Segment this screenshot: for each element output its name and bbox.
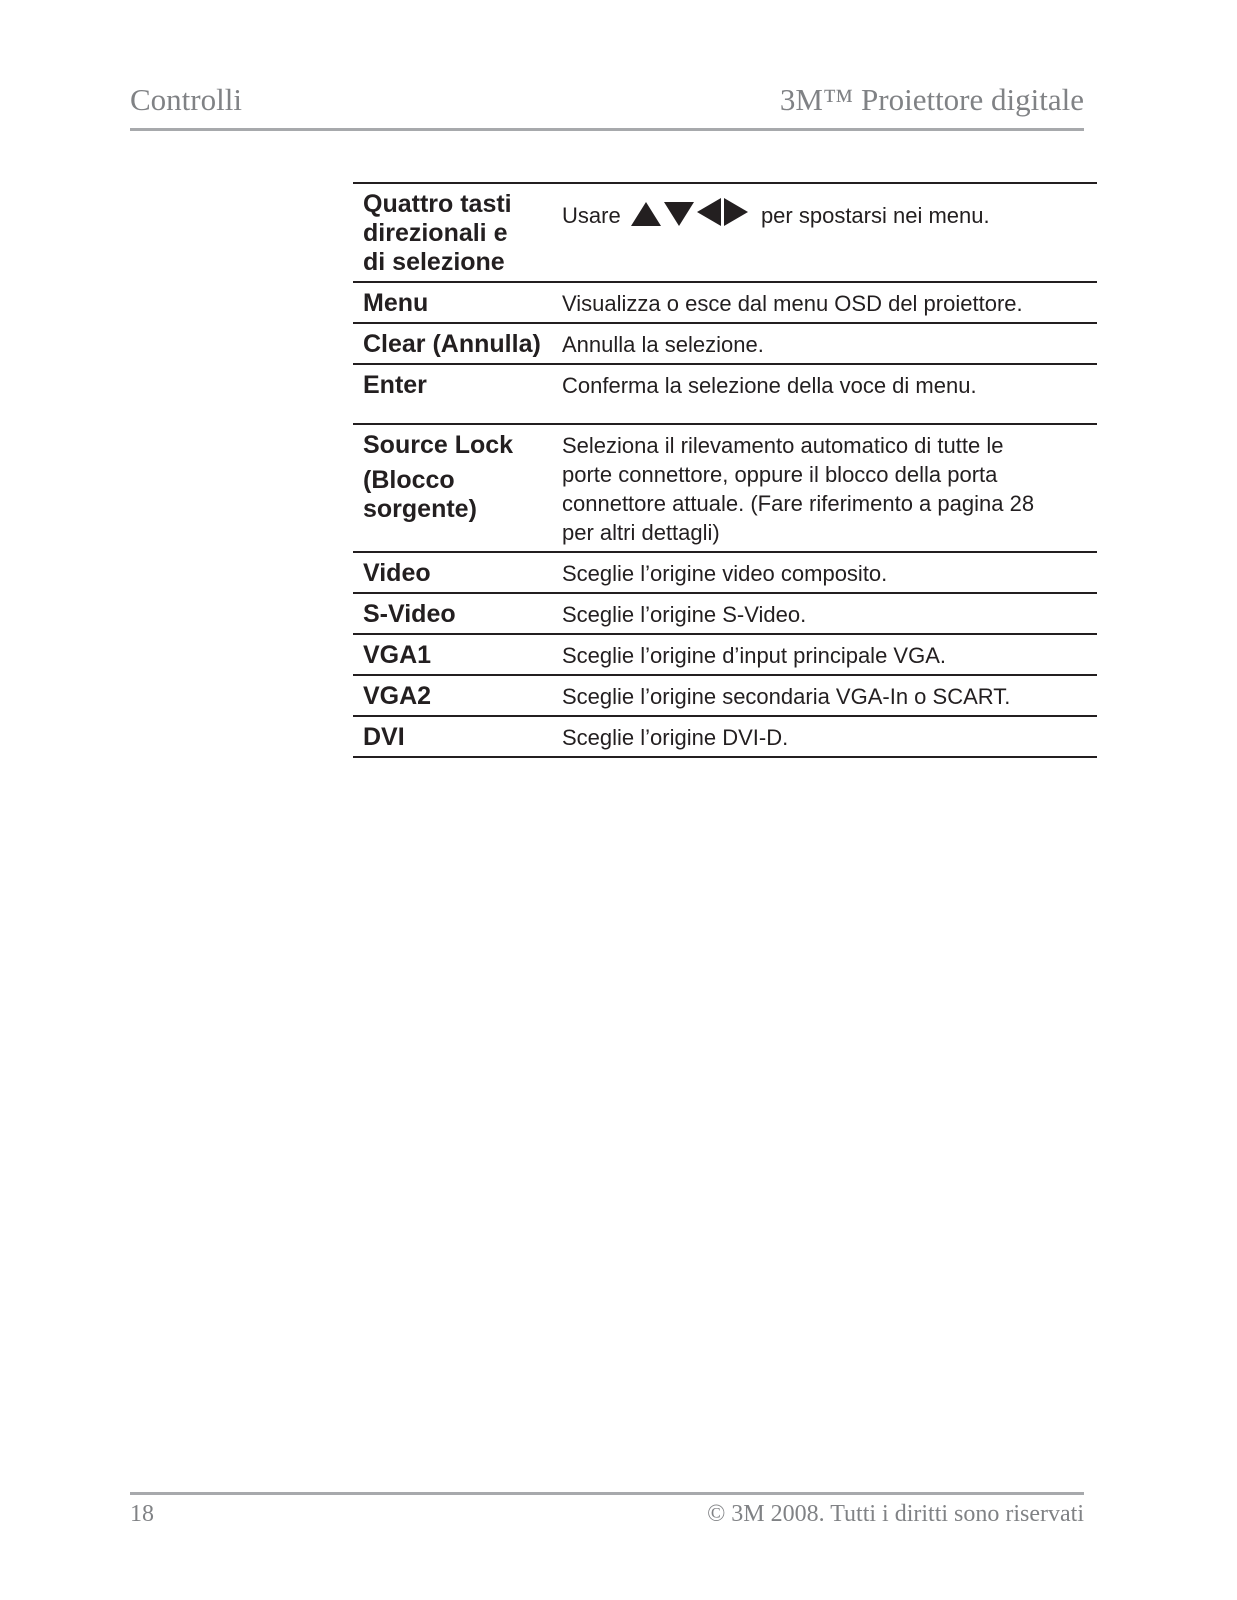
control-term: Clear (Annulla) — [353, 323, 552, 364]
arrow-down-icon — [664, 202, 694, 226]
table-row — [353, 424, 1097, 552]
control-term: Menu — [353, 282, 552, 323]
table-row — [353, 634, 1097, 675]
control-description: Conferma la selezione della voce di menu. — [552, 364, 1097, 424]
description-line: porte connettore, oppure il blocco della porta — [562, 462, 998, 487]
description-line: Seleziona il rilevamento automatico di tutte le — [562, 433, 1004, 458]
control-term-line: (Blocco — [363, 466, 455, 494]
table-row — [353, 675, 1097, 716]
arrow-keys-group — [631, 198, 751, 233]
control-description: Sceglie l’origine video composito. — [552, 552, 1097, 593]
table-row — [353, 323, 1097, 364]
control-term: Enter — [353, 364, 552, 424]
description-prefix: Usare — [562, 203, 621, 228]
table-row — [353, 364, 1097, 424]
control-description: Sceglie l’origine d’input principale VGA. — [552, 634, 1097, 675]
page-footer — [130, 1492, 1084, 1535]
table-row — [353, 282, 1097, 323]
copyright-notice: © 3M 2008. Tutti i diritti sono riservati — [707, 1501, 1084, 1527]
section-title: Controlli — [130, 82, 242, 117]
arrow-left-icon — [697, 198, 721, 226]
table-row — [353, 183, 1097, 282]
control-description: Sceglie l’origine S-Video. — [552, 593, 1097, 634]
control-description: Annulla la selezione. — [552, 323, 1097, 364]
control-term — [353, 183, 552, 282]
control-description — [552, 183, 1097, 282]
control-term: DVI — [353, 716, 552, 757]
table-row — [353, 593, 1097, 634]
control-term-line: direzionali e — [363, 219, 508, 247]
control-term-line: Source Lock — [363, 431, 514, 459]
control-term-line: sorgente) — [363, 495, 477, 523]
arrow-right-icon — [724, 198, 748, 226]
control-description: Visualizza o esce dal menu OSD del proiettore. — [552, 282, 1097, 323]
control-term-line: di selezione — [363, 248, 505, 276]
description-line: per altri dettagli) — [562, 520, 720, 545]
controls-table — [353, 182, 1097, 758]
control-term-line: Quattro tasti — [363, 190, 512, 218]
arrow-up-icon — [631, 202, 661, 226]
control-term: Video — [353, 552, 552, 593]
description-line: connettore attuale. (Fare riferimento a pagina 28 — [562, 491, 1035, 516]
document-title: 3M™ Proiettore digitale — [779, 82, 1084, 117]
control-description: Sceglie l’origine DVI-D. — [552, 716, 1097, 757]
control-term: VGA2 — [353, 675, 552, 716]
control-description: Sceglie l’origine secondaria VGA-In o SCART. — [552, 675, 1097, 716]
page-number: 18 — [130, 1501, 154, 1527]
control-term: VGA1 — [353, 634, 552, 675]
description-suffix: per spostarsi nei menu. — [760, 203, 990, 228]
table-row — [353, 716, 1097, 757]
control-term — [353, 424, 552, 552]
page-header — [130, 82, 1084, 131]
control-term: S-Video — [353, 593, 552, 634]
control-description — [552, 424, 1097, 552]
table-row — [353, 552, 1097, 593]
